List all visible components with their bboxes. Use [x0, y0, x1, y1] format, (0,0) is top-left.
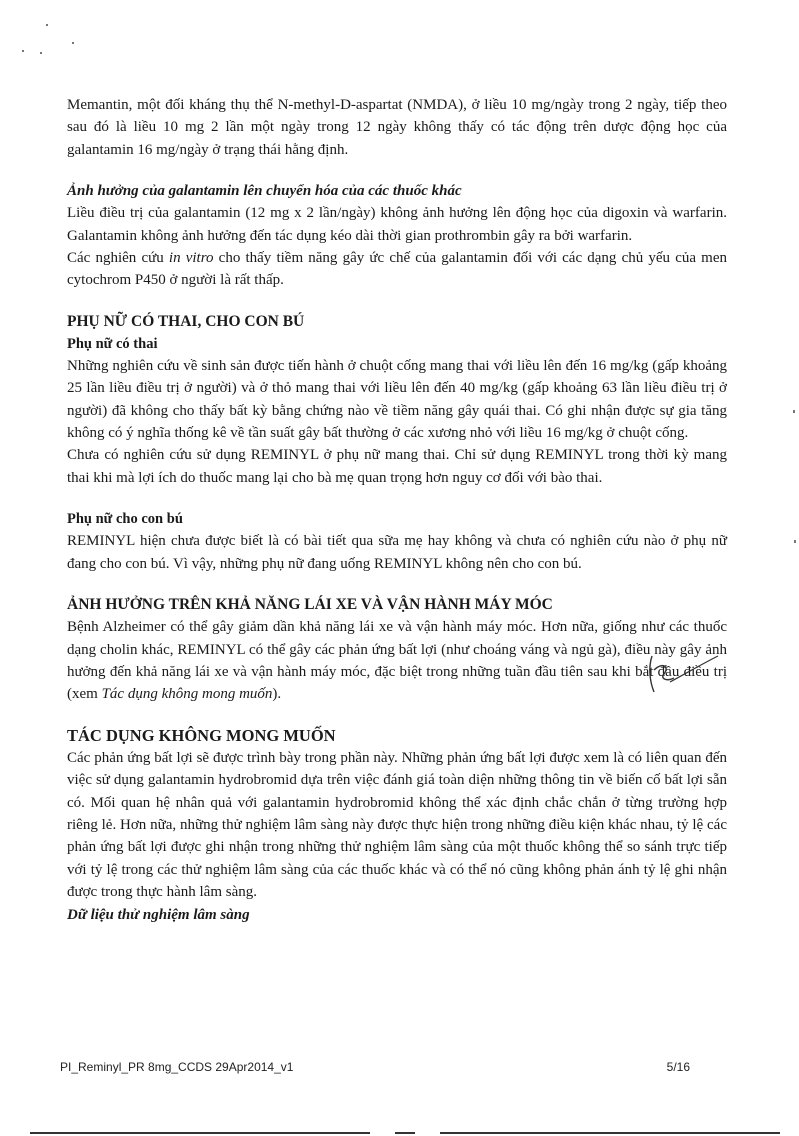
heading-pregnancy-lactation: PHỤ NỮ CÓ THAI, CHO CON BÚ [67, 312, 305, 330]
paragraph-in-vitro: Các nghiên cứu in vitro cho thấy tiềm năng gây ức chế của galantamin đối với các dạng chủ yếu của men cytochrom P450 ở người là rất thấp. [67, 250, 728, 289]
paragraph-driving: Bệnh Alzheimer có thể gây giảm dần khả năng lái xe và vận hành máy móc. Hơn nữa, giống như các thuốc dạng cholin khác, REMINYL có thể gây các phản ứng bất lợi (như choáng váng và ngủ gà), điều này gây ảnh hưởng đến khả năng lái xe và vận hành máy móc, đặc biệt trong những tuần đầu tiên sau khi bắt đầu điều trị (xem Tác dụng không mong muốn). [67, 619, 727, 703]
document-body [67, 94, 727, 926]
signature-mark [640, 648, 720, 698]
bottom-scan-line [395, 1132, 415, 1134]
scan-speck [72, 42, 74, 44]
scan-speck [794, 540, 796, 543]
heading-driving-machinery: ẢNH HƯỞNG TRÊN KHẢ NĂNG LÁI XE VÀ VẬN HÀNH MÁY MÓC [67, 596, 553, 614]
heading-adverse-effects: TÁC DỤNG KHÔNG MONG MUỐN [67, 725, 336, 745]
bottom-scan-line [30, 1132, 370, 1134]
paragraph-digoxin-warfarin: Liều điều trị của galantamin (12 mg x 2 lần/ngày) không ảnh hưởng lên động học của digoxin và warfarin. Galantamin không ảnh hưởng đến tác dụng kéo dài thời gian prothrombin gây ra bởi warfarin. [67, 205, 727, 244]
footer-page-number: 5/16 [666, 1060, 690, 1074]
paragraph-breastfeeding: REMINYL hiện chưa được biết là có bài tiết qua sữa mẹ hay không và chưa có nghiên cứu nào ở phụ nữ đang cho con bú. Vì vậy, những phụ nữ đang uống REMINYL không nên cho con bú. [67, 533, 727, 572]
heading-effect-other-drugs: Ảnh hưởng của galantamin lên chuyển hóa của các thuốc khác [67, 183, 462, 200]
bottom-scan-line [440, 1132, 780, 1134]
heading-pregnant-women: Phụ nữ có thai [67, 335, 158, 352]
footer-document-id: PI_Reminyl_PR 8mg_CCDS 29Apr2014_v1 [60, 1060, 294, 1074]
scan-speck [22, 50, 24, 52]
paragraph-memantin: Memantin, một đối kháng thụ thể N-methyl-D-aspartat (NMDA), ở liều 10 mg/ngày trong 2 ngày, tiếp theo sau đó là liều 10 mg 2 lần một ngày trong 12 ngày không thấy có tác động trên dược động học của galantamin 16 mg/ngày ở trạng thái hằng định. [67, 97, 727, 158]
scan-speck [40, 52, 42, 54]
paragraph-no-studies-pregnancy: Chưa có nghiên cứu sử dụng REMINYL ở phụ nữ mang thai. Chỉ sử dụng REMINYL trong thời kỳ mang thai khi mà lợi ích do thuốc mang lại cho bà mẹ quan trọng hơn nguy cơ đối với bào thai. [67, 447, 727, 486]
paragraph-adverse-effects: Các phản ứng bất lợi sẽ được trình bày trong phần này. Những phản ứng bất lợi được xem là có liên quan đến việc sử dụng galantamin hydrobromid dựa trên việc đánh giá toàn diện những thông tin về biến cố bất lợi sẵn có. Mối quan hệ nhân quả với galantamin hydrobromid không thể xác định chắc chắn ở từng trường hợp riêng lẻ. Hơn nữa, những thử nghiệm lâm sàng này được thực hiện trong những điều kiện khác nhau, tỷ lệ các phản ứng bất lợi được ghi nhận trong những thử nghiệm lâm sàng của một thuốc không thể so sánh trực tiếp với tỷ lệ trong các thử nghiệm lâm sàng của các thuốc khác và có thể nó cũng không phản ánh tỷ lệ ghi nhận được trong thực hành lâm sàng. [67, 749, 727, 901]
scan-speck [793, 410, 795, 413]
heading-breastfeeding: Phụ nữ cho con bú [67, 511, 183, 528]
heading-clinical-trial-data: Dữ liệu thử nghiệm lâm sàng [67, 906, 250, 923]
scan-speck [46, 24, 48, 26]
paragraph-reproduction-studies: Những nghiên cứu về sinh sản được tiến hành ở chuột cống mang thai với liều lên đến 16 mg/kg (gấp khoảng 25 lần liều điều trị ở người) và ở thỏ mang thai với liều lên đến 40 mg/kg (gấp khoảng 63 lần liều điều trị ở người) đã không cho thấy bất kỳ bằng chứng nào về tiềm năng gây quái thai. Có ghi nhận được sự gia tăng không có ý nghĩa thống kê về tần suất gây bất thường ở các xương nhỏ với liều 16 mg/kg ở chuột cống. [67, 357, 727, 442]
